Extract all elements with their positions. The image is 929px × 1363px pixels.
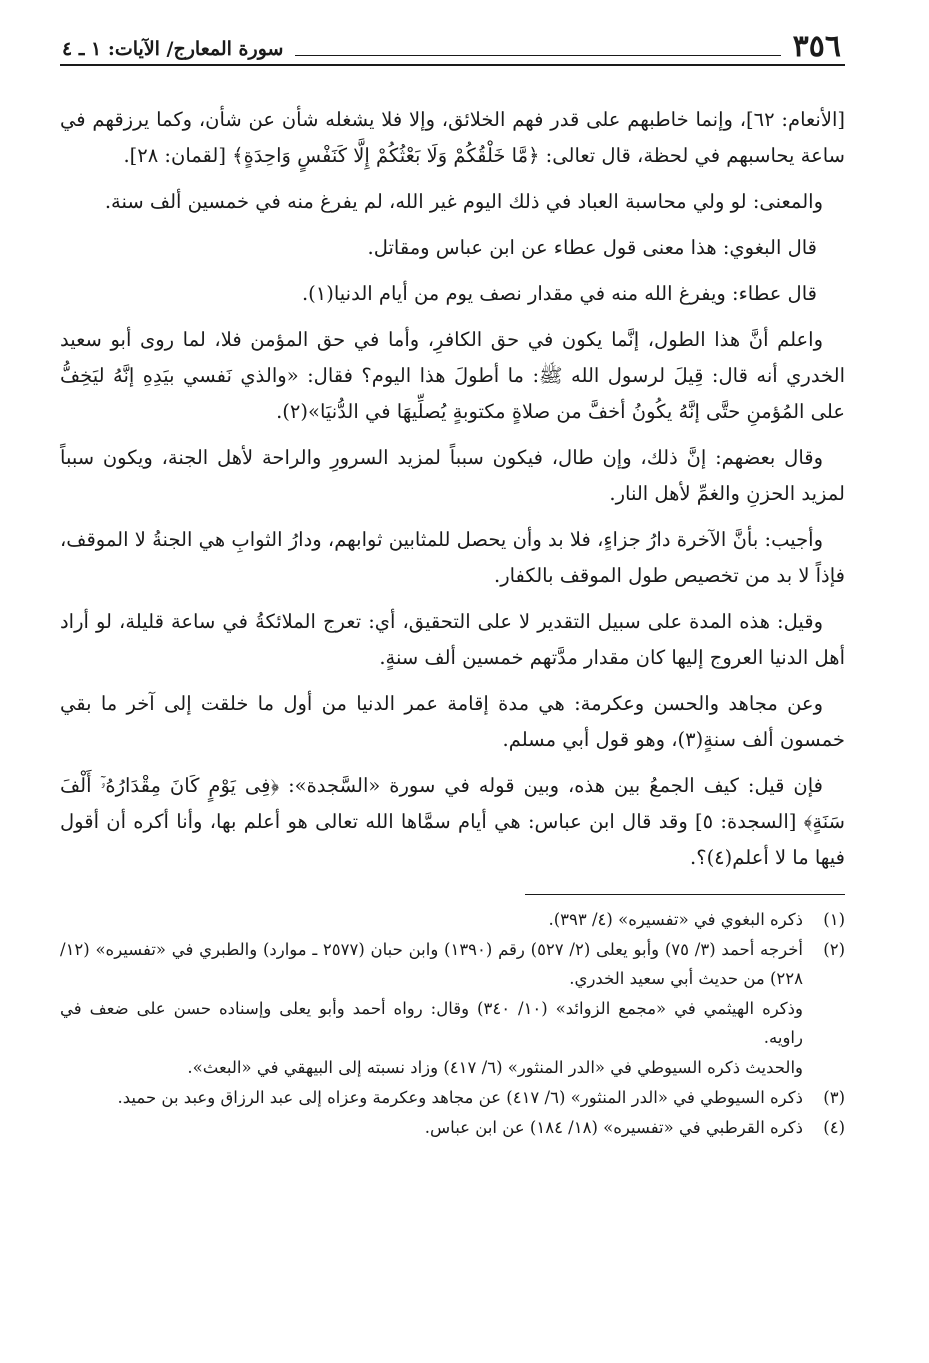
footnote-subtext: وذكره الهيثمي في «مجمع الزوائد» (١٠/ ٣٤٠) وقال: رواه أحمد وأبو يعلى وإسناده حسن على ضعف في راويه.: [60, 999, 803, 1047]
footnote-divider: [525, 894, 845, 895]
paragraph: وعن مجاهد والحسن وعكرمة: هي مدة إقامة عمر الدنيا من أول ما خلقت إلى آخر ما بقي خمسون ألف سنةٍ(٣)، وهو قول أبي مسلم.: [60, 692, 845, 751]
paragraph: فإن قيل: كيف الجمعُ بين هذه، وبين قوله في سورة «السَّجدة»: ﴿فِى يَوْمٍ كَانَ مِقْدَارُهُۥٓ أَلْفَ سَنَةٍ﴾ [السجدة: ٥] وقد قال ابن عباس: هي أيام سمَّاها الله تعالى هو أعلم بها، وأنا أكره أن أقول فيها ما لا أعلم(٤)؟.: [60, 774, 846, 869]
footnote: [60, 935, 845, 993]
footnote-marker: (٣): [823, 1088, 845, 1107]
footnote-text: ذكره القرطبي في «تفسيره» (١٨/ ١٨٤) عن ابن عباس.: [424, 1118, 803, 1137]
footnote-subtext: والحديث ذكره السيوطي في «الدر المنثور» (٦/ ٤١٧) وزاد نسبته إلى البيهقي في «البعث».: [187, 1058, 803, 1077]
footnote: [60, 1083, 845, 1112]
paragraph: واعلم أنَّ هذا الطول، إنَّما يكون في حق الكافرِ، وأما في حق المؤمن فلا، لما روى أبو سعيد الخدري أنه قال: قِيلَ لرسول الله ﷺ: ما أطولَ هذا اليوم؟ فقال: «والذي نَفسي بيَدِهِ إنَّهُ ليَخِفُّ على المُؤمنِ حتَّى إنَّهُ يكُونُ أخفَّ من صلاةٍ مكتوبةٍ يُصلِّيهَا في الدُّنيَا»(٢).: [60, 328, 845, 423]
footnote-marker: (٤): [823, 1118, 845, 1137]
running-title: سورة المعارج/ الآيات: ١ ـ ٤: [62, 38, 284, 60]
footnote: [60, 905, 845, 934]
header-rule: [295, 55, 780, 56]
footnote-marker: (١): [823, 910, 845, 929]
footnote-text: ذكره السيوطي في «الدر المنثور» (٦/ ٤١٧) عن مجاهد وعكرمة وعزاه إلى عبد الرزاق وعبد بن حميد.: [117, 1088, 803, 1107]
footnotes: [60, 905, 845, 1142]
page-header: [60, 28, 845, 66]
paragraph: والمعنى: لو ولي محاسبة العباد في ذلك اليوم غير الله، لم يفرغ منه في خمسين ألف سنة.: [104, 190, 823, 213]
footnote-marker: (٢): [823, 940, 845, 959]
book-page: [60, 28, 845, 1348]
paragraph: وقيل: هذه المدة على سبيل التقدير لا على التحقيق، أي: تعرج الملائكةُ في ساعة قليلة، لو أراد أهل الدنيا العروج إليها كان مقدار مدَّتهم خمسين ألف سنةٍ.: [60, 610, 845, 669]
paragraph: وأجيب: بأنَّ الآخرة دارُ جزاءٍ، فلا بد وأن يحصل للمثابين ثوابهم، ودارُ الثوابِ هي الجنةُ لا الموقف، فإذاً لا بد من تخصيص طول الموقف بالكفار.: [60, 528, 845, 587]
paragraph: وقال بعضهم: إنَّ ذلك، وإن طال، فيكون سبباً لمزيد السرورِ والراحة لأهل الجنة، ويكون سبباً لمزيد الحزنِ والغمِّ لأهل النار.: [60, 446, 845, 505]
paragraph: [الأنعام: ٦٢]، وإنما خاطبهم على قدر فهم الخلائق، وإلا فلا يشغله شأن عن شأن، وكما يرزقهم في ساعة يحاسبهم في لحظة، قال تعالى: ﴿مَّا خَلْقُكُمْ وَلَا بَعْثُكُمْ إِلَّا كَنَفْسٍ وَاحِدَةٍ﴾ [لقمان: ٢٨].: [60, 108, 845, 167]
page-number: ٣٥٦: [792, 29, 841, 64]
main-text: [60, 102, 845, 876]
quote-line: قال البغوي: هذا معنى قول عطاء عن ابن عباس ومقاتل.: [367, 236, 817, 259]
quote-line: قال عطاء: ويفرغ الله منه في مقدار نصف يوم من أيام الدنيا(١).: [301, 282, 817, 305]
footnote-text: ذكره البغوي في «تفسيره» (٤/ ٣٩٣).: [548, 910, 803, 929]
footnote-text: أخرجه أحمد (٣/ ٧٥) وأبو يعلى (٢/ ٥٢٧) رقم (١٣٩٠) وابن حبان (٢٥٧٧ ـ موارد) والطبري في «تفسيره» (١٢/ ٢٢٨) من حديث أبي سعيد الخدري.: [60, 940, 803, 988]
footnote: [60, 1113, 845, 1142]
